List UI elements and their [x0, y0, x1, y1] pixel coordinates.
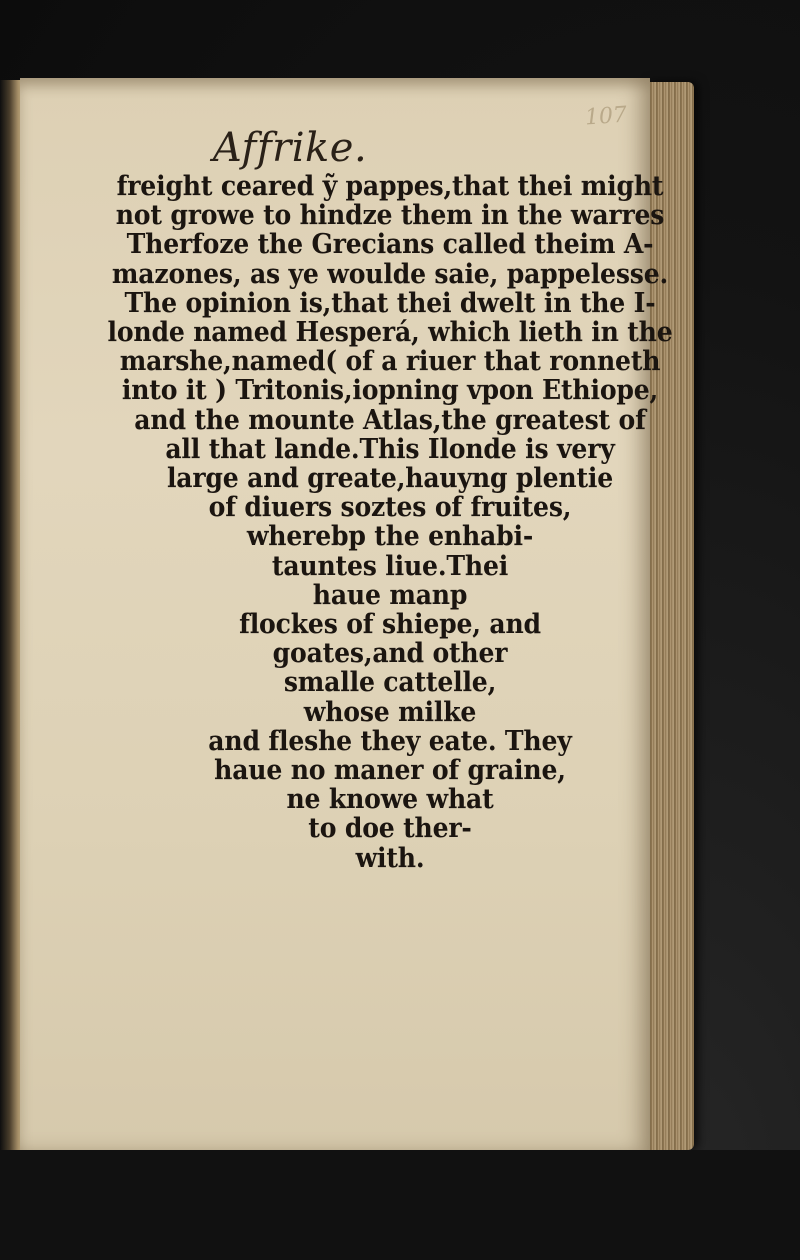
dark-footer-area: [0, 1150, 800, 1260]
running-head: Affrike.: [212, 125, 368, 171]
text-line: not growe to hindze them in the warres: [115, 200, 665, 232]
text-line: Therfoze the Grecians called theim A-: [126, 229, 654, 261]
text-line: marshe,named( of a riuer that ronneth: [119, 346, 661, 378]
text-line: of diuers soztes of fruites,: [208, 492, 572, 524]
text-line: wherebp the enhabi-: [246, 521, 534, 553]
text-line: with.: [355, 842, 425, 874]
text-line: into it ) Tritonis,iopning vpon Ethiope,: [121, 375, 659, 407]
text-line: and fleshe they eate. They: [208, 725, 572, 757]
text-line: londe named Hesperá, which lieth in the: [107, 317, 673, 349]
text-line: whose milke: [303, 696, 477, 728]
text-line: haue no maner of graine,: [214, 755, 566, 787]
body-text: [0, 172, 790, 873]
text-line: ne knowe what: [286, 784, 494, 816]
text-line: mazones, as ye woulde saie, pappelesse.: [111, 258, 669, 290]
text-line: all that lande.This Ilonde is very: [165, 433, 615, 465]
text-line: The opinion is,that thei dwelt in the I-: [124, 287, 656, 319]
text-line: tauntes liue.Thei: [271, 550, 509, 582]
text-line: flockes of shiepe, and: [239, 609, 541, 641]
text-line: freight ceared ỹ pappes,that thei might: [116, 171, 664, 202]
text-line: and the mounte Atlas,the greatest of: [134, 404, 646, 436]
text-line: to doe ther-: [308, 813, 472, 845]
text-line: goates,and other: [272, 638, 508, 670]
text-line: smalle cattelle,: [283, 667, 497, 699]
folio-number: 107: [584, 102, 628, 131]
text-line: haue manp: [312, 579, 468, 611]
text-line: large and greate,hauyng plentie: [166, 463, 614, 495]
